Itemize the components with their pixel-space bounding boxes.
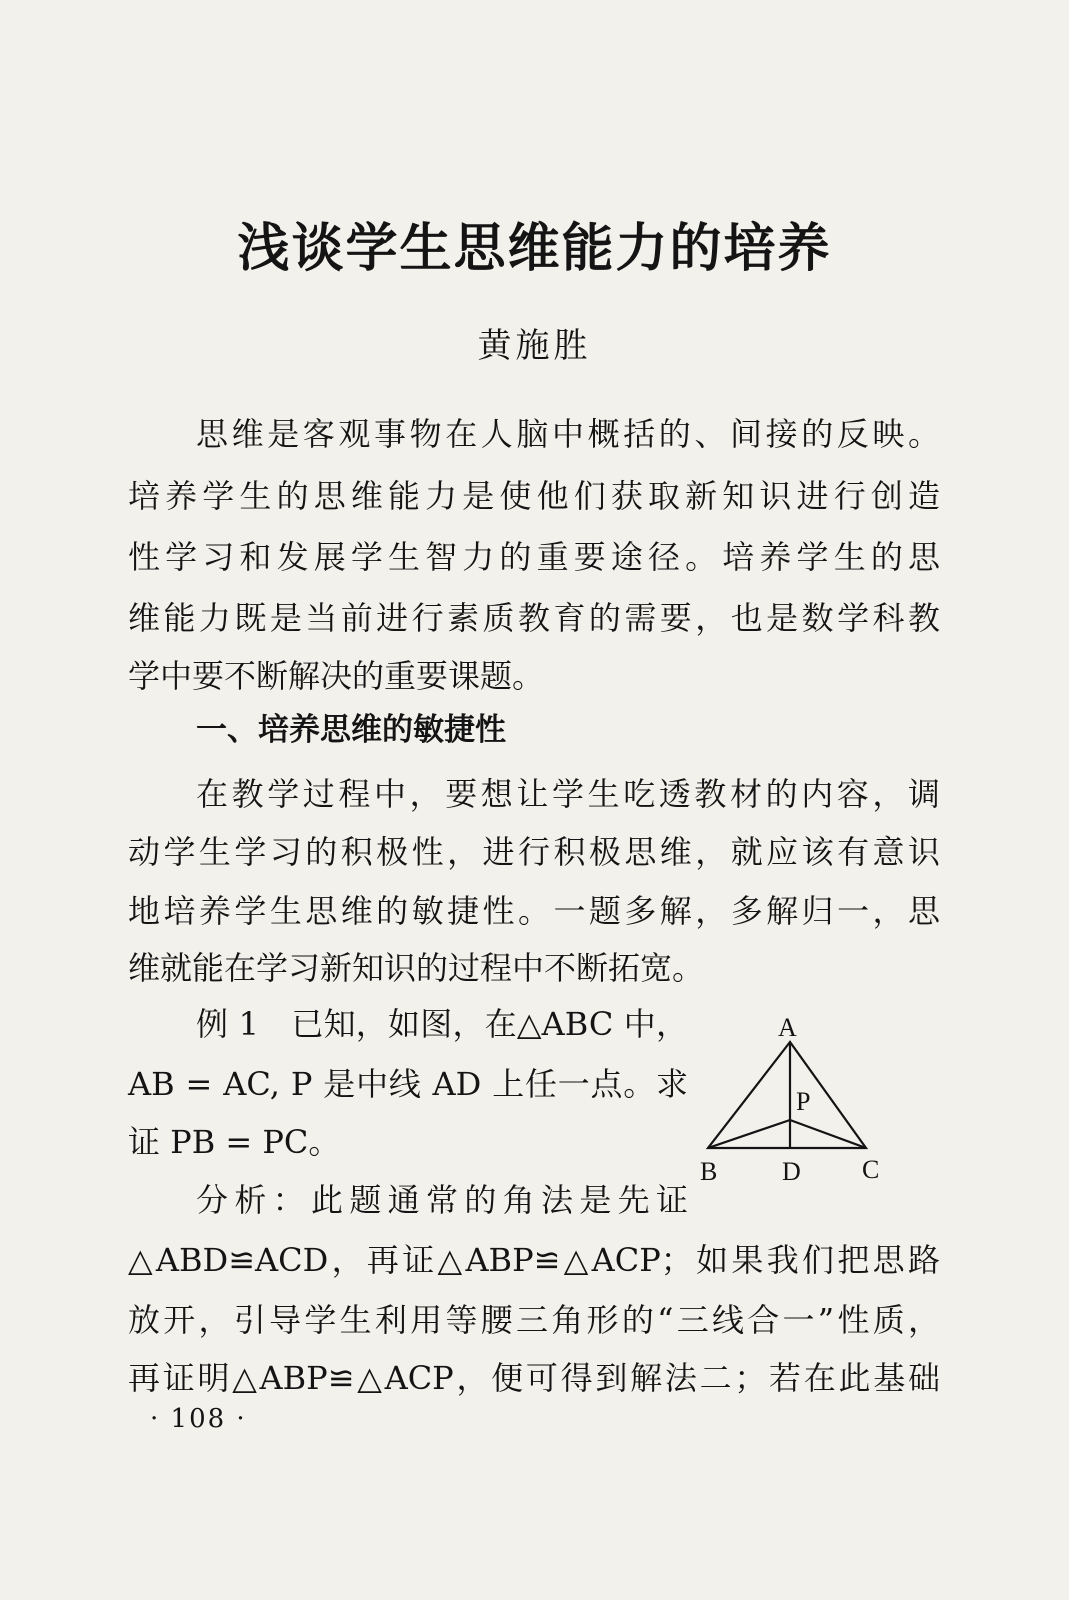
paragraph2-line-4: 维就能在学习新知识的过程中不断拓宽。 xyxy=(128,949,705,987)
example1-line-2: AB = AC, P 是中线 AD 上任一点。求 xyxy=(128,1065,688,1103)
analysis-line-3: 放开，引导学生利用等腰三角形的“三线合一”性质， xyxy=(128,1301,940,1339)
paragraph2-line-2: 动学生学习的积极性，进行积极思维，就应该有意识 xyxy=(128,833,940,871)
vertex-label-a: A xyxy=(778,1013,797,1042)
triangle-diagram xyxy=(686,1010,906,1190)
triangle-abc xyxy=(708,1042,866,1148)
author-name: 黄施胜 xyxy=(477,326,592,366)
vertex-label-c: C xyxy=(862,1155,880,1184)
point-label-d: D xyxy=(782,1157,801,1186)
example1-line-1: 例 1 已知，如图，在△ABC 中， xyxy=(196,1005,688,1043)
paragraph2-line-1: 在教学过程中，要想让学生吃透教材的内容，调 xyxy=(196,775,940,813)
paragraph1-line-1: 思维是客观事物在人脑中概括的、间接的反映。 xyxy=(196,415,940,453)
analysis-line-1: 分析：此题通常的角法是先证 xyxy=(196,1181,688,1219)
paragraph2-line-3: 地培养学生思维的敏捷性。一题多解，多解归一，思 xyxy=(128,892,940,930)
segment-pc xyxy=(790,1120,866,1148)
analysis-line-4: 再证明△ABP≌△ACP，便可得到解法二；若在此基础 xyxy=(128,1359,940,1397)
vertex-label-b: B xyxy=(700,1157,718,1186)
paragraph1-line-3: 性学习和发展学生智力的重要途径。培养学生的思 xyxy=(128,538,940,576)
example1-line-3: 证 PB = PC。 xyxy=(128,1123,341,1161)
triangle-figure xyxy=(686,1010,906,1190)
section-heading-1: 一、培养思维的敏捷性 xyxy=(196,712,506,748)
paragraph1-line-5: 学中要不断解决的重要课题。 xyxy=(128,657,545,695)
point-label-p: P xyxy=(796,1087,811,1116)
analysis-line-2: △ABD≌ACD，再证△ABP≌△ACP；如果我们把思路 xyxy=(128,1241,940,1279)
paragraph1-line-4: 维能力既是当前进行素质教育的需要，也是数学科教 xyxy=(128,599,940,637)
paragraph1-line-2: 培养学生的思维能力是使他们获取新知识进行创造 xyxy=(128,477,940,515)
page-number: · 108 · xyxy=(150,1404,247,1434)
segment-pb xyxy=(708,1120,790,1148)
article-title: 浅谈学生思维能力的培养 xyxy=(237,219,832,279)
